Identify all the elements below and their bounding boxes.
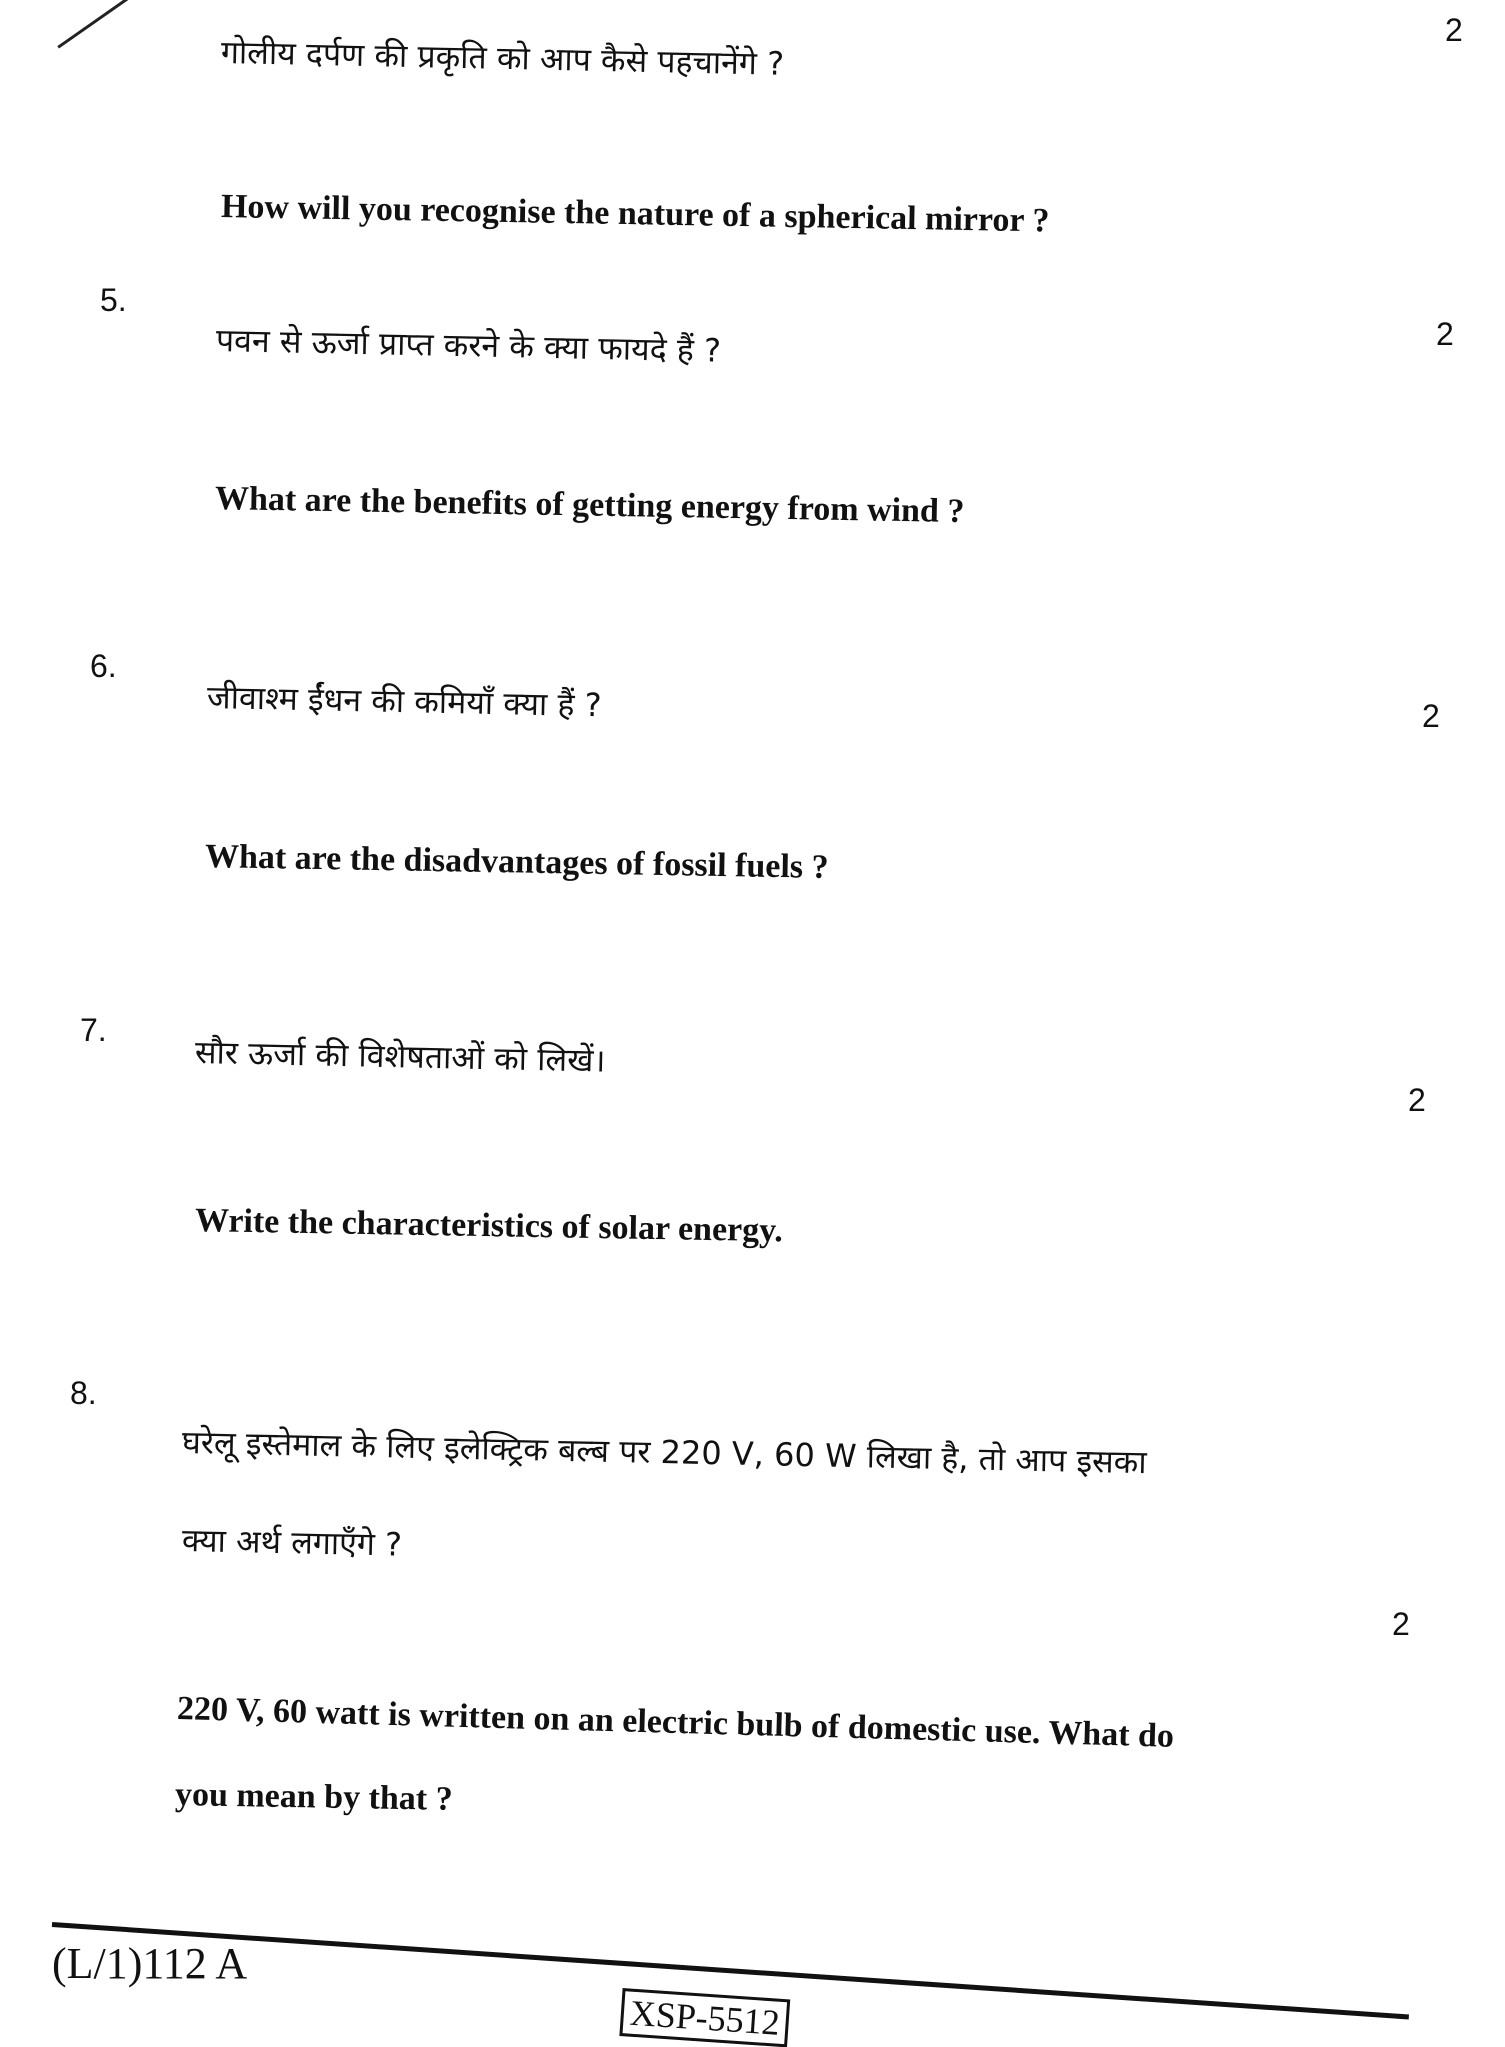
question-4-english: How will you recognise the nature of a spherical mirror ?: [220, 188, 1050, 240]
question-5-marks: 2: [1436, 316, 1454, 352]
question-7-hindi: सौर ऊर्जा की विशेषताओं को लिखें।: [194, 1033, 606, 1080]
question-8-marks: 2: [1392, 1606, 1410, 1642]
question-7-english: Write the characteristics of solar energy.: [194, 1202, 784, 1250]
question-5-english: What are the benefits of getting energy from wind ?: [214, 480, 965, 531]
question-6-hindi: जीवाश्म ईंधन की कमियाँ क्या हैं ?: [206, 678, 603, 725]
question-6-english: What are the disadvantages of fossil fuels ?: [204, 838, 829, 886]
question-6-marks: 2: [1422, 698, 1440, 734]
question-8-english-line-1: 220 V, 60 watt is written on an electric bulb of domestic use. What do: [176, 1690, 1175, 1755]
question-7-number: 7.: [80, 1012, 107, 1048]
question-6-number: 6.: [90, 648, 117, 684]
question-8-number: 8.: [70, 1375, 97, 1411]
question-5-hindi: पवन से ऊर्जा प्राप्त करने के क्या फायदे हैं ?: [215, 321, 722, 370]
check-mark: [57, 0, 132, 49]
paper-code: (L/1)112 A: [52, 1939, 248, 1988]
question-4-marks: 2: [1445, 12, 1463, 48]
question-7-marks: 2: [1408, 1082, 1426, 1118]
question-8-english-line-2: you mean by that ?: [174, 1776, 453, 1818]
question-8-hindi-line-2: क्या अर्थ लगाएँगे ?: [181, 1521, 403, 1564]
question-4-hindi: गोलीय दर्पण की प्रकृति को आप कैसे पहचानेंगे ?: [220, 33, 785, 83]
question-8-hindi-line-1: घरेलू इस्तेमाल के लिए इलेक्ट्रिक बल्ब पर 220 V, 60 W लिखा है, तो आप इसका: [181, 1423, 1148, 1482]
question-5-number: 5.: [100, 282, 127, 318]
series-code-box: XSP-5512: [619, 1988, 790, 2047]
